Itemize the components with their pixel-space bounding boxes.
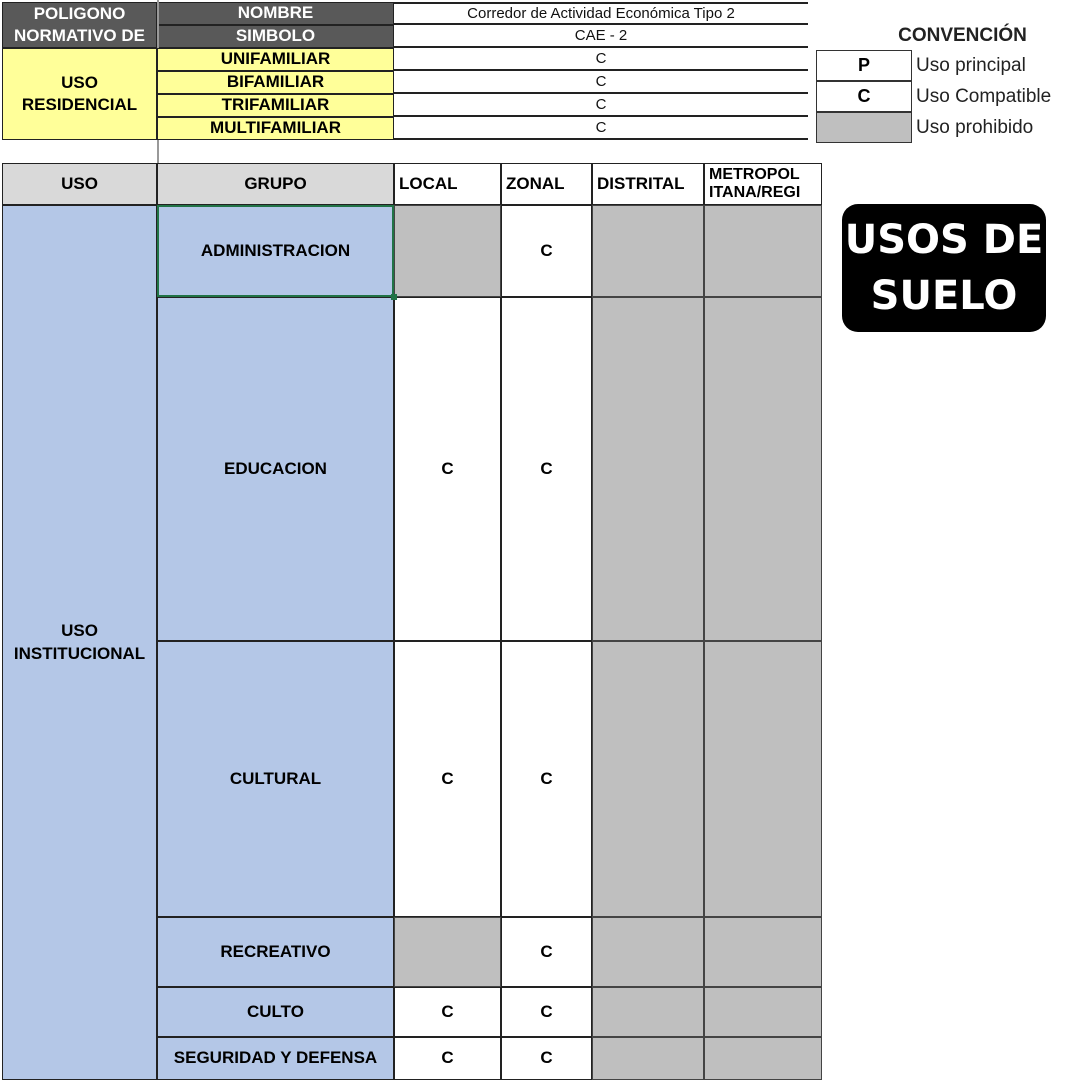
residencial-type-label[interactable]: UNIFAMILIAR (157, 48, 394, 71)
zonal-cell[interactable]: C (501, 205, 592, 297)
residencial-type-value[interactable]: C (394, 71, 808, 94)
metro-cell[interactable] (704, 297, 822, 641)
distrital-cell[interactable] (592, 987, 704, 1037)
grupo-cell[interactable]: CULTO (157, 987, 394, 1037)
local-cell[interactable]: C (394, 641, 501, 917)
local-cell[interactable]: C (394, 297, 501, 641)
badge-line2: SUELO (870, 273, 1018, 319)
legend-label: Uso Compatible (916, 85, 1052, 107)
nombre-label[interactable]: NOMBRE (157, 2, 394, 25)
grupo-cell[interactable]: EDUCACION (157, 297, 394, 641)
legend-swatch: C (816, 81, 912, 112)
distrital-cell[interactable] (592, 297, 704, 641)
legend-swatch (816, 112, 912, 143)
residencial-type-value[interactable]: C (394, 94, 808, 117)
column-header-grupo[interactable]: GRUPO (157, 163, 394, 205)
legend-label: Uso principal (916, 54, 1026, 76)
legend-swatch: P (816, 50, 912, 81)
grupo-cell[interactable]: SEGURIDAD Y DEFENSA (157, 1037, 394, 1080)
selection-fill-handle[interactable] (391, 294, 397, 300)
legend-title: CONVENCIÓN (898, 24, 1027, 46)
column-header-zonal[interactable]: ZONAL (501, 163, 592, 205)
grupo-cell[interactable]: CULTURAL (157, 641, 394, 917)
grupo-cell[interactable]: RECREATIVO (157, 917, 394, 987)
simbolo-value[interactable]: CAE - 2 (394, 25, 808, 48)
metro-cell[interactable] (704, 917, 822, 987)
zonal-cell[interactable]: C (501, 297, 592, 641)
nombre-value[interactable]: Corredor de Actividad Económica Tipo 2 (394, 2, 808, 25)
zonal-cell[interactable]: C (501, 1037, 592, 1080)
metro-cell[interactable] (704, 641, 822, 917)
residencial-type-value[interactable]: C (394, 48, 808, 71)
local-cell[interactable]: C (394, 987, 501, 1037)
zonal-cell[interactable]: C (501, 987, 592, 1037)
metro-cell[interactable] (704, 205, 822, 297)
local-cell[interactable]: C (394, 1037, 501, 1080)
distrital-cell[interactable] (592, 641, 704, 917)
simbolo-label[interactable]: SIMBOLO (157, 25, 394, 48)
metro-cell[interactable] (704, 1037, 822, 1080)
legend-label: Uso prohibido (916, 116, 1034, 138)
column-header-uso[interactable]: USO (2, 163, 157, 205)
zonal-cell[interactable]: C (501, 641, 592, 917)
usos-de-suelo-badge (842, 204, 1046, 332)
distrital-cell[interactable] (592, 1037, 704, 1080)
local-cell[interactable] (394, 917, 501, 987)
badge-line1: USOS DE (844, 217, 1044, 263)
distrital-cell[interactable] (592, 205, 704, 297)
grupo-cell[interactable]: ADMINISTRACION (157, 205, 394, 297)
residencial-type-label[interactable]: MULTIFAMILIAR (157, 117, 394, 140)
residencial-type-label[interactable]: TRIFAMILIAR (157, 94, 394, 117)
zonal-cell[interactable]: C (501, 917, 592, 987)
column-header-metropol[interactable]: METROPOL ITANA/REGI (704, 163, 822, 205)
uso-residencial-label[interactable]: USO RESIDENCIAL (2, 48, 157, 140)
poligono-label[interactable]: POLIGONO NORMATIVO DE (2, 2, 157, 48)
metro-cell[interactable] (704, 987, 822, 1037)
residencial-type-label[interactable]: BIFAMILIAR (157, 71, 394, 94)
local-cell[interactable] (394, 205, 501, 297)
uso-institucional-cell[interactable]: USO INSTITUCIONAL (2, 205, 157, 1080)
distrital-cell[interactable] (592, 917, 704, 987)
column-header-distrital[interactable]: DISTRITAL (592, 163, 704, 205)
residencial-type-value[interactable]: C (394, 117, 808, 140)
column-header-local[interactable]: LOCAL (394, 163, 501, 205)
